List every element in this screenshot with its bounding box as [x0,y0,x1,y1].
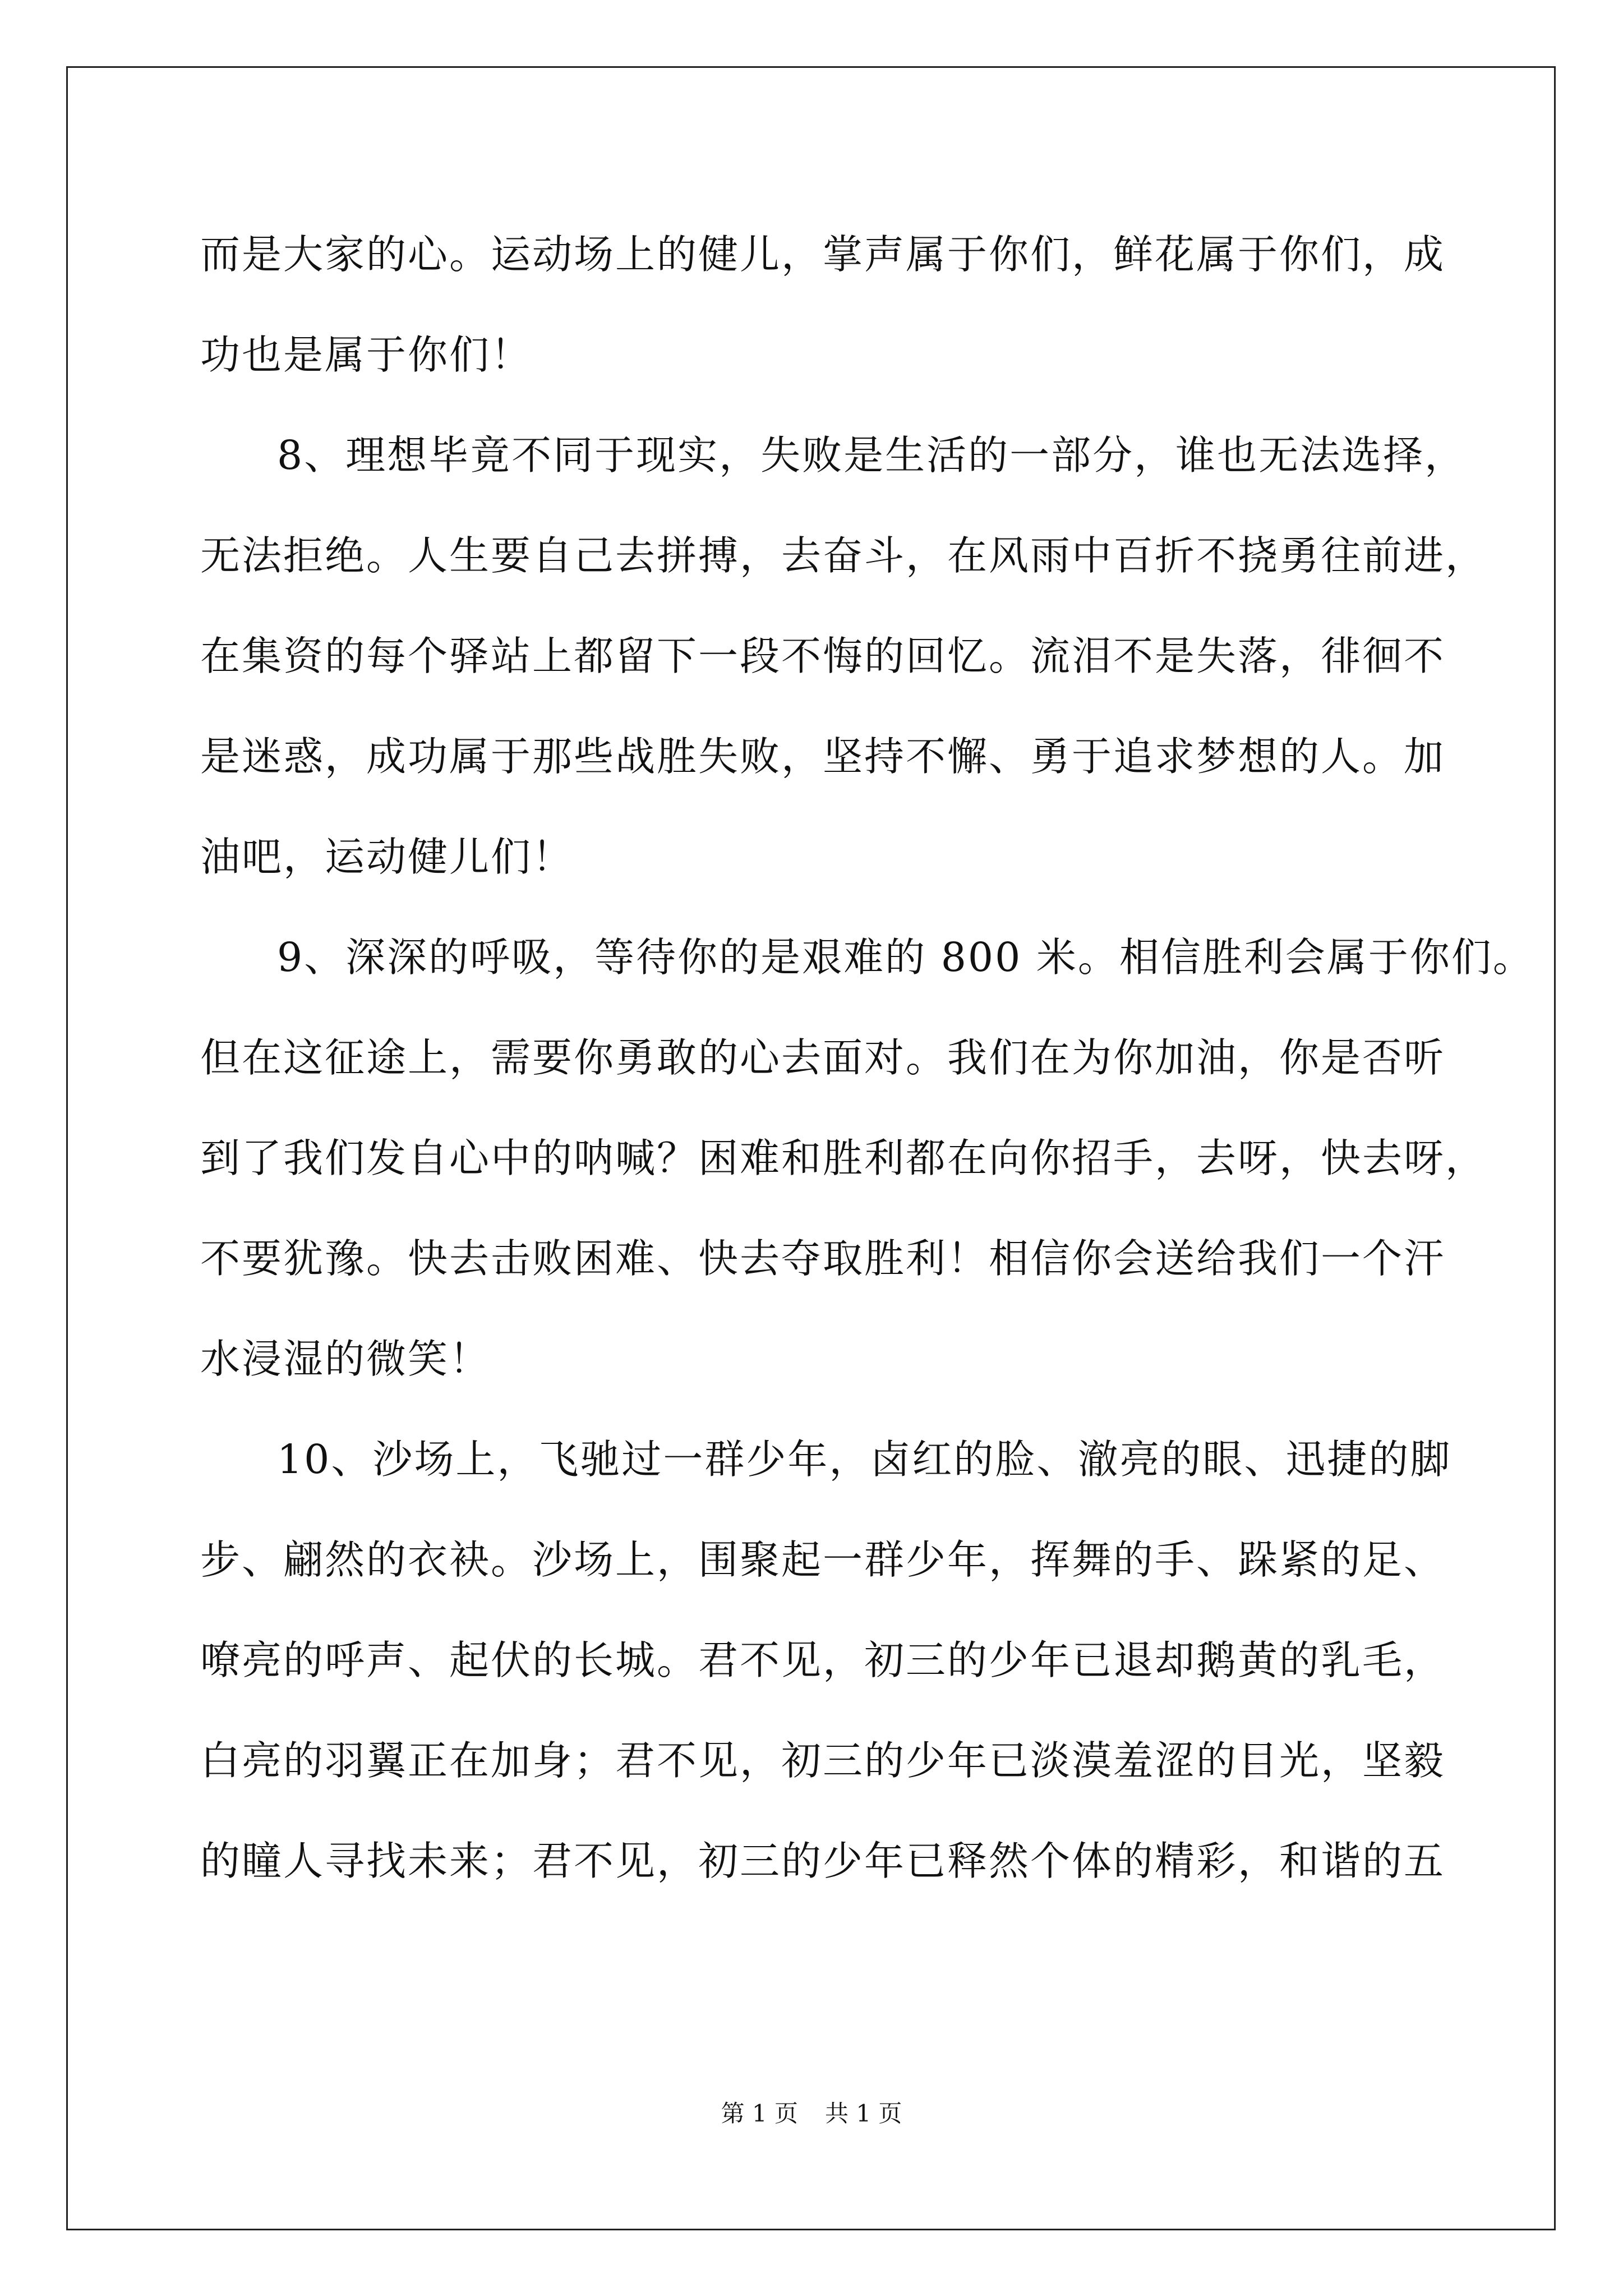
text-line: 白亮的羽翼正在加身；君不见，初三的少年已淡漠羞涩的目光，坚毅 [200,1737,1446,1784]
page-footer [0,2097,1623,2131]
text-line: 步、翩然的衣袂。沙场上，围聚起一群少年，挥舞的手、跺紧的足、 [200,1536,1446,1583]
paragraph-start-line: 8、理想毕竟不同于现实，失败是生活的一部分，谁也无法选择， [277,432,1467,478]
page-total: 共 1 页 [825,2100,902,2127]
text-line: 油吧，运动健儿们！ [200,834,574,880]
text-line: 无法拒绝。人生要自己去拼搏，去奋斗，在风雨中百折不挠勇往前进， [200,532,1487,579]
text-line: 嘹亮的呼声、起伏的长城。君不见，初三的少年已退却鹅黄的乳毛， [200,1637,1446,1683]
text-line: 但在这征途上，需要你勇敢的心去面对。我们在为你加油，你是否听 [200,1034,1446,1081]
text-line: 水浸湿的微笑！ [200,1336,491,1382]
text-line: 不要犹豫。快去击败困难、快去夺取胜利！相信你会送给我们一个汗 [200,1235,1446,1282]
document-body [200,204,1534,1911]
text-line: 功也是属于你们！ [200,332,533,378]
paragraph-start-line: 9、深深的呼吸，等待你的是艰难的 800 米。相信胜利会属于你们。 [277,934,1534,981]
text-line: 在集资的每个驿站上都留下一段不悔的回忆。流泪不是失落，徘徊不 [200,633,1446,679]
text-line: 是迷惑，成功属于那些战胜失败，坚持不懈、勇于追求梦想的人。加 [200,733,1446,780]
text-line: 到了我们发自心中的呐喊？困难和胜利都在向你招手，去呀，快去呀， [200,1135,1487,1181]
page-number: 第 1 页 [721,2100,798,2127]
paragraph-start-line: 10、沙场上，飞驰过一群少年，卤红的脸、澈亮的眼、迅捷的脚 [277,1436,1452,1483]
text-line: 的瞳人寻找未来；君不见，初三的少年已释然个体的精彩，和谐的五 [200,1838,1446,1884]
text-line: 而是大家的心。运动场上的健儿，掌声属于你们，鲜花属于你们，成 [200,231,1446,278]
